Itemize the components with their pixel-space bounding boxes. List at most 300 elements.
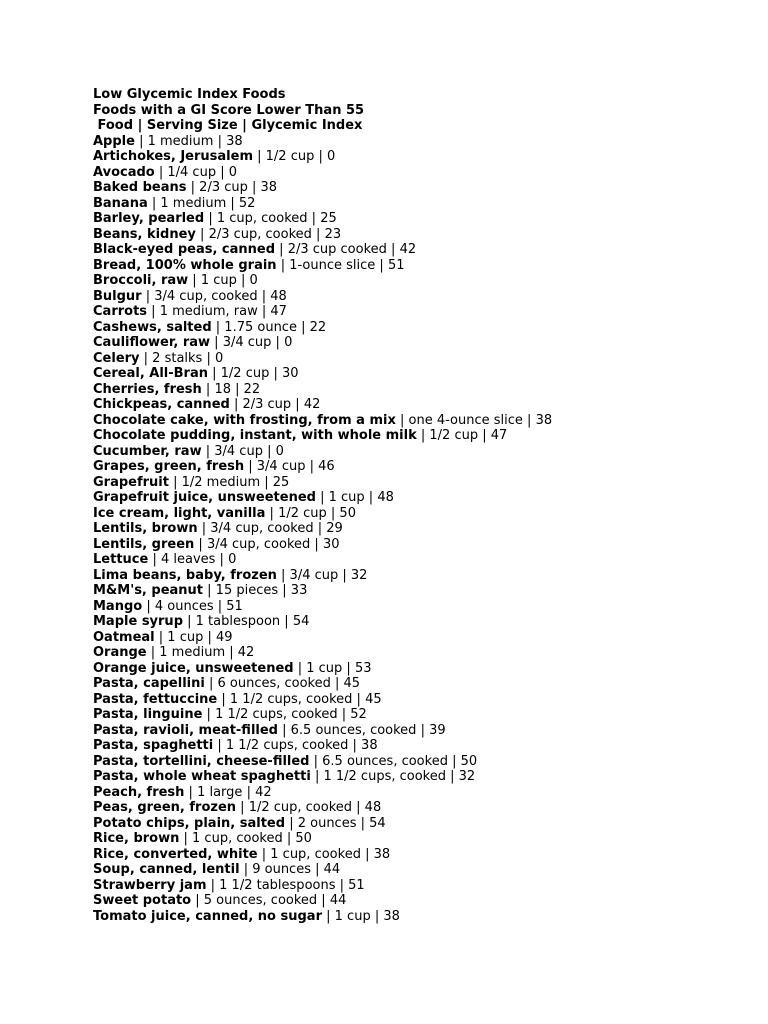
glycemic-index-value: 52 [238, 195, 256, 211]
serving-size: one 4-ounce slice [408, 412, 523, 428]
food-row [93, 165, 753, 181]
glycemic-index-value: 52 [350, 707, 367, 722]
food-name: Orange juice, unsweetened [93, 660, 294, 676]
column-separator: | [146, 645, 160, 660]
serving-size: 3/4 cup, cooked [154, 288, 258, 304]
food-row [93, 506, 753, 522]
column-separator: | [216, 164, 229, 180]
column-separator: | [260, 474, 273, 490]
food-row [93, 149, 753, 165]
serving-size: 2/3 cup, cooked [208, 226, 312, 242]
column-separator: | [277, 722, 291, 738]
serving-size: 1 1/2 cups, cooked [215, 707, 338, 722]
serving-size: 1/2 medium [181, 474, 261, 490]
food-name: Broccoli, raw [93, 273, 189, 288]
food-row [93, 289, 753, 305]
glycemic-index-value: 29 [326, 521, 343, 536]
column-separator: | [342, 660, 355, 676]
food-row [93, 738, 753, 754]
column-separator: | [215, 552, 229, 567]
food-row [93, 583, 753, 599]
food-name: Lima beans, baby, frozen [93, 567, 277, 583]
serving-size: 3/4 cup [222, 335, 272, 350]
food-row [93, 335, 753, 351]
glycemic-index-value: 44 [329, 893, 347, 908]
glycemic-index-value: 50 [339, 505, 356, 521]
glycemic-index-value: 46 [318, 459, 335, 474]
food-name: Apple [93, 133, 135, 149]
food-name: Lentils, green [93, 536, 195, 552]
food-row [93, 893, 753, 909]
food-name: Pasta, linguine [93, 707, 203, 722]
food-row [93, 599, 753, 615]
food-name: Grapes, green, fresh [93, 459, 245, 474]
serving-size: 4 leaves [160, 552, 216, 567]
column-separator: | [253, 149, 266, 164]
column-separator: | [310, 862, 324, 877]
food-name: Cashews, salted [93, 319, 212, 335]
column-separator: | [141, 288, 155, 304]
column-separator: | [282, 831, 296, 846]
column-separator: | [335, 877, 349, 893]
column-separator: | [148, 552, 161, 567]
column-separator: | [134, 133, 148, 149]
food-row [93, 878, 753, 894]
column-separator: | [315, 490, 329, 505]
glycemic-index-value: 23 [324, 226, 342, 242]
glycemic-index-value: 0 [327, 149, 336, 164]
food-name: Maple syrup [93, 614, 183, 629]
food-name: Bulgur [93, 288, 142, 304]
food-name: Beans, kidney [93, 226, 196, 242]
food-name: Carrots [93, 304, 148, 319]
column-separator: | [147, 195, 161, 211]
glycemic-index-value: 32 [350, 567, 368, 583]
document-title: Low Glycemic Index Foods [93, 87, 286, 102]
column-separator: | [211, 319, 225, 335]
column-separator: | [386, 242, 400, 257]
table-header [93, 118, 753, 134]
column-separator: | [257, 304, 271, 319]
food-name: Pasta, ravioli, meat-filled [93, 722, 278, 738]
serving-size: 3/4 cup [214, 443, 263, 459]
food-name: Banana [93, 195, 148, 211]
glycemic-index-value: 47 [270, 304, 287, 319]
glycemic-index-value: 0 [249, 273, 258, 288]
column-separator: | [375, 257, 388, 273]
column-separator: | [184, 784, 198, 800]
food-name: Peas, green, frozen [93, 800, 237, 815]
glycemic-index-value: 0 [228, 552, 237, 567]
serving-size: 3/4 cup, cooked [210, 521, 314, 536]
column-separator: | [416, 722, 430, 738]
serving-size: 1/2 cup [429, 428, 479, 443]
food-row [93, 521, 753, 537]
food-row [93, 847, 753, 863]
food-name: Grapefruit [93, 474, 169, 490]
serving-size: 1-ounce slice [289, 257, 376, 273]
column-separator: | [226, 195, 239, 211]
food-row [93, 351, 753, 367]
column-separator: | [317, 893, 330, 908]
serving-size: 1 tablespoon [195, 614, 281, 629]
column-separator: | [225, 645, 238, 660]
glycemic-index-value: 25 [272, 474, 290, 490]
food-row [93, 614, 753, 630]
glycemic-index-value: 30 [322, 536, 340, 552]
glycemic-index-value: 0 [275, 443, 284, 459]
serving-size: 4 ounces [154, 598, 214, 614]
column-separator: | [291, 397, 304, 412]
column-separator: | [204, 676, 218, 691]
column-separator: | [352, 691, 366, 707]
serving-size: 3/4 cup, cooked [206, 536, 311, 552]
column-separator: | [244, 459, 257, 474]
food-row [93, 816, 753, 832]
serving-size: 1 cup [200, 273, 237, 288]
column-separator: | [201, 381, 215, 397]
column-separator: | [445, 769, 459, 784]
food-row [93, 723, 753, 739]
column-separator: | [310, 536, 323, 552]
serving-size: 5 ounces, cooked [203, 893, 318, 908]
food-row [93, 196, 753, 212]
food-list [93, 134, 753, 925]
food-name: Cucumber, raw [93, 443, 202, 459]
food-name: Pasta, spaghetti [93, 738, 214, 753]
glycemic-index-value: 48 [364, 800, 382, 815]
food-name: Rice, converted, white [93, 846, 258, 862]
column-separator: | [478, 428, 491, 443]
column-separator: | [364, 490, 378, 505]
column-separator: | [154, 164, 168, 180]
food-row [93, 909, 753, 925]
column-separator: | [204, 211, 217, 226]
serving-size: 1/2 cup, cooked [248, 800, 353, 815]
food-row [93, 645, 753, 661]
glycemic-index-value: 42 [399, 242, 417, 257]
food-row [93, 413, 753, 429]
column-separator: | [197, 521, 211, 536]
food-row [93, 707, 753, 723]
serving-size: 1 1/2 cups, cooked [225, 738, 349, 753]
column-separator: | [269, 366, 283, 381]
glycemic-index-value: 51 [387, 257, 405, 273]
food-name: Cauliflower, raw [93, 335, 211, 350]
food-name: Baked beans [93, 180, 187, 195]
food-row [93, 537, 753, 553]
food-row [93, 490, 753, 506]
table-header-text: Food | Serving Size | Glycemic Index [93, 118, 363, 133]
serving-size: 1 cup, cooked [216, 211, 308, 226]
column-separator: | [217, 691, 230, 707]
column-separator: | [395, 412, 409, 428]
food-name: Peach, fresh [93, 784, 185, 800]
food-name: Black-eyed peas, canned [93, 242, 276, 257]
food-row [93, 258, 753, 274]
column-separator: | [203, 583, 216, 598]
food-name: Pasta, whole wheat spaghetti [93, 769, 311, 784]
column-separator: | [257, 846, 271, 862]
food-row [93, 320, 753, 336]
food-row [93, 366, 753, 382]
column-separator: | [236, 800, 249, 815]
food-name: Tomato juice, canned, no sugar [93, 908, 322, 924]
serving-size: 1 cup [328, 490, 365, 505]
serving-size: 3/4 cup [256, 459, 306, 474]
column-separator: | [276, 257, 290, 273]
glycemic-index-value: 42 [255, 784, 272, 800]
glycemic-index-value: 50 [460, 753, 478, 769]
food-name: Rice, brown [93, 831, 180, 846]
column-separator: | [271, 335, 285, 350]
glycemic-index-value: 54 [369, 815, 386, 831]
column-separator: | [202, 707, 216, 722]
glycemic-index-value: 48 [270, 288, 287, 304]
glycemic-index-value: 45 [365, 691, 382, 707]
food-name: Chocolate pudding, instant, with whole milk [93, 428, 417, 443]
food-name: Soup, canned, lentil [93, 862, 240, 877]
column-separator: | [370, 908, 384, 924]
serving-size: 1.75 ounce [224, 319, 297, 335]
food-row [93, 785, 753, 801]
food-name: Cherries, fresh [93, 381, 202, 397]
food-row [93, 568, 753, 584]
food-name: Chickpeas, canned [93, 397, 230, 412]
serving-size: 1 medium [160, 195, 227, 211]
column-separator: | [326, 505, 340, 521]
serving-size: 2/3 cup [199, 180, 248, 195]
serving-size: 2 ounces [297, 815, 357, 831]
food-row [93, 676, 753, 692]
glycemic-index-value: 39 [429, 722, 446, 738]
column-separator: | [311, 226, 325, 242]
glycemic-index-value: 38 [226, 133, 243, 149]
column-separator: | [314, 149, 328, 164]
column-separator: | [229, 397, 243, 412]
serving-size: 6.5 ounces, cooked [290, 722, 417, 738]
food-name: Avocado [93, 164, 155, 180]
food-name: Artichokes, Jerusalem [93, 149, 253, 164]
column-separator: | [356, 815, 370, 831]
column-separator: | [416, 428, 430, 443]
column-separator: | [183, 614, 196, 629]
column-separator: | [208, 366, 221, 381]
serving-size: 2 stalks [152, 350, 203, 366]
food-row [93, 428, 753, 444]
glycemic-index-value: 47 [490, 428, 508, 443]
column-separator: | [305, 459, 319, 474]
column-separator: | [280, 614, 293, 629]
food-row [93, 180, 753, 196]
column-separator: | [338, 567, 351, 583]
column-separator: | [210, 335, 223, 350]
glycemic-index-value: 51 [226, 598, 243, 614]
glycemic-index-value: 22 [243, 381, 261, 397]
food-name: Cereal, All-Bran [93, 366, 208, 381]
glycemic-index-value: 50 [295, 831, 312, 846]
column-separator: | [213, 738, 226, 753]
glycemic-index-value: 44 [323, 862, 341, 877]
column-separator: | [262, 443, 276, 459]
column-separator: | [203, 629, 216, 645]
serving-size: 1 1/2 cups, cooked [323, 769, 446, 784]
glycemic-index-value: 0 [228, 164, 238, 180]
food-name: M&M's, peanut [93, 583, 204, 598]
document-body [93, 87, 753, 924]
glycemic-index-value: 54 [292, 614, 310, 629]
glycemic-index-value: 0 [284, 335, 293, 350]
glycemic-index-value: 51 [348, 877, 365, 893]
serving-size: 1/2 cup [220, 366, 270, 381]
column-separator: | [168, 474, 182, 490]
food-row [93, 304, 753, 320]
column-separator: | [310, 769, 324, 784]
column-separator: | [278, 583, 291, 598]
food-name: Bread, 100% whole grain [93, 257, 277, 273]
column-separator: | [322, 908, 335, 924]
glycemic-index-value: 38 [361, 738, 378, 753]
column-separator: | [293, 660, 307, 676]
column-separator: | [337, 707, 351, 722]
food-name: Pasta, fettuccine [93, 691, 218, 707]
glycemic-index-value: 53 [354, 660, 372, 676]
column-separator: | [142, 598, 155, 614]
glycemic-index-value: 42 [303, 397, 321, 412]
column-separator: | [213, 133, 227, 149]
food-name: Pasta, tortellini, cheese-filled [93, 753, 310, 769]
food-row [93, 397, 753, 413]
column-separator: | [309, 753, 323, 769]
food-row [93, 661, 753, 677]
food-row [93, 831, 753, 847]
column-separator: | [147, 304, 160, 319]
food-row [93, 211, 753, 227]
column-separator: | [202, 350, 215, 366]
glycemic-index-value: 25 [320, 211, 337, 226]
column-separator: | [330, 676, 344, 691]
food-row [93, 134, 753, 150]
serving-size: 1 cup [306, 660, 343, 676]
column-separator: | [236, 273, 250, 288]
serving-size: 2/3 cup [242, 397, 292, 412]
serving-size: 1 cup [167, 629, 204, 645]
food-row [93, 475, 753, 491]
glycemic-index-value: 49 [216, 629, 233, 645]
glycemic-index-value: 42 [237, 645, 255, 660]
food-name: Mango [93, 598, 143, 614]
food-row [93, 273, 753, 289]
column-separator: | [257, 288, 271, 304]
food-name: Orange [93, 645, 147, 660]
serving-size: 1 cup [334, 908, 371, 924]
column-separator: | [186, 180, 200, 195]
serving-size: 1/4 cup [167, 164, 217, 180]
column-separator: | [179, 831, 193, 846]
food-row [93, 242, 753, 258]
serving-size: 1 1/2 tablespoons [219, 877, 336, 893]
food-name: Celery [93, 350, 140, 366]
column-separator: | [247, 180, 261, 195]
food-row [93, 382, 753, 398]
food-row [93, 552, 753, 568]
column-separator: | [313, 521, 327, 536]
glycemic-index-value: 33 [290, 583, 308, 598]
column-separator: | [139, 350, 153, 366]
serving-size: 1 large [197, 784, 243, 800]
column-separator: | [307, 211, 321, 226]
glycemic-index-value: 38 [260, 180, 278, 195]
food-row [93, 444, 753, 460]
serving-size: 18 [214, 381, 231, 397]
column-separator: | [522, 412, 536, 428]
column-separator: | [296, 319, 310, 335]
serving-size: 1/2 cup [265, 149, 315, 164]
glycemic-index-value: 45 [343, 676, 361, 691]
food-name: Grapefruit juice, unsweetened [93, 490, 316, 505]
column-separator: | [231, 381, 244, 397]
serving-size: 1 cup, cooked [270, 846, 361, 862]
column-separator: | [360, 846, 374, 862]
food-name: Barley, pearled [93, 211, 205, 226]
column-separator: | [154, 629, 168, 645]
serving-size: 9 ounces [252, 862, 311, 877]
food-name: Ice cream, light, vanilla [93, 505, 266, 521]
food-row [93, 769, 753, 785]
serving-size: 1 cup, cooked [192, 831, 283, 846]
column-separator: | [191, 893, 204, 908]
glycemic-index-value: 38 [373, 846, 391, 862]
column-separator: | [239, 862, 253, 877]
food-row [93, 630, 753, 646]
food-name: Pasta, capellini [93, 676, 205, 691]
serving-size: 1 medium [159, 645, 226, 660]
column-separator: | [188, 273, 201, 288]
serving-size: 1 medium, raw [159, 304, 258, 319]
column-separator: | [206, 877, 220, 893]
column-separator: | [285, 815, 298, 831]
document-subtitle: Foods with a GI Score Lower Than 55 [93, 102, 365, 118]
serving-size: 1 medium [147, 133, 214, 149]
column-separator: | [265, 505, 279, 521]
food-name: Lettuce [93, 552, 149, 567]
column-separator: | [213, 598, 227, 614]
food-name: Potato chips, plain, salted [93, 815, 286, 831]
glycemic-index-value: 22 [309, 319, 327, 335]
glycemic-index-value: 48 [377, 490, 394, 505]
glycemic-index-value: 32 [458, 769, 476, 784]
column-separator: | [348, 738, 362, 753]
column-separator: | [352, 800, 365, 815]
column-separator: | [201, 443, 215, 459]
column-separator: | [275, 242, 288, 257]
food-row [93, 862, 753, 878]
serving-size: 15 pieces [215, 583, 279, 598]
food-name: Oatmeal [93, 629, 155, 645]
food-name: Strawberry jam [93, 877, 207, 893]
glycemic-index-value: 38 [383, 908, 400, 924]
food-row [93, 459, 753, 475]
food-row [93, 227, 753, 243]
column-separator: | [195, 226, 209, 242]
food-name: Sweet potato [93, 893, 192, 908]
food-row [93, 692, 753, 708]
glycemic-index-value: 0 [214, 350, 224, 366]
glycemic-index-value: 38 [535, 412, 553, 428]
column-separator: | [242, 784, 256, 800]
serving-size: 6.5 ounces, cooked [322, 753, 448, 769]
serving-size: 1 1/2 cups, cooked [229, 691, 353, 707]
